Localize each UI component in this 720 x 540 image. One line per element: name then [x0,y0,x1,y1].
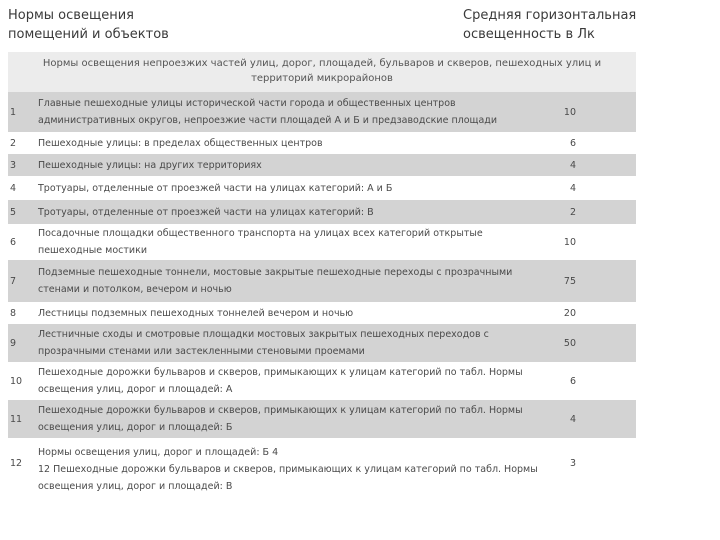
row-number: 8 [10,307,17,319]
row-description [38,305,558,322]
row-number: 4 [10,182,17,194]
row-value: 75 [563,275,576,287]
row-value: 4 [569,413,576,425]
row-value: 4 [569,159,576,171]
row-number: 11 [10,413,23,425]
row-description [38,135,558,152]
row-value: 10 [563,236,576,248]
row-number: 7 [10,275,17,287]
illumination-norms-table [8,52,636,494]
row-number: 9 [10,337,17,349]
description-line: прозрачными стенами или застекленными стеновыми проемами [38,346,365,357]
table-title: Нормы освещения непроезжих частей улиц, дорог, площадей, бульваров и скверов, пешеходных улиц и территорий микрорайонов [8,52,636,92]
row-description [38,204,558,221]
description-line: освещения улиц, дорог и площадей: В [38,481,233,492]
table-row [8,154,636,176]
table-row [8,302,636,324]
table-row [8,176,636,200]
description-line: освещения улиц, дорог и площадей: А [38,384,233,395]
description-line: пешеходные мостики [38,245,147,256]
row-description [38,364,558,398]
description-line: Лестничные сходы и смотровые площадки мостовых закрытых пешеходных переходов с [38,329,489,340]
left-heading-line-2: помещений и объектов [8,27,169,42]
row-number: 6 [10,236,17,248]
description-line: Главные пешеходные улицы исторической части города и общественных центров [38,98,456,109]
table-row [8,224,636,260]
description-line: Тротуары, отделенные от проезжей части на улицах категорий: В [38,206,374,218]
right-heading-line-2: освещенность в Лк [463,27,595,42]
description-line: стенами и потолком, вечером и ночью [38,284,232,295]
row-number: 2 [10,137,17,149]
row-description [38,180,558,197]
description-line: Посадочные площадки общественного транспорта на улицах всех категорий открытые [38,228,483,239]
row-value: 20 [563,307,576,319]
table-row [8,260,636,302]
table-row [8,362,636,400]
description-line: Лестницы подземных пешеходных тоннелей вечером и ночью [38,307,354,319]
row-value: 3 [569,458,576,469]
row-description [38,225,558,259]
row-value: 6 [569,375,576,387]
table-row [8,324,636,362]
row-number: 1 [10,106,17,118]
row-value: 6 [569,137,576,149]
row-number: 3 [10,159,17,171]
table-row [8,92,636,132]
right-column-heading [463,6,713,44]
table-row [8,400,636,438]
description-line: Пешеходные улицы: в пределах общественных центров [38,137,323,149]
description-line: Тротуары, отделенные от проезжей части на улицах категорий: А и Б [38,182,393,194]
row-description [38,264,558,298]
description-line: Пешеходные улицы: на других территориях [38,159,262,171]
left-column-heading [8,6,288,44]
row-description [38,95,558,129]
row-description [38,444,558,495]
left-heading-line-1: Нормы освещения [8,8,134,23]
description-line: Подземные пешеходные тоннели, мостовые закрытые пешеходные переходы с прозрачными [38,267,513,278]
description-line: Нормы освещения улиц, дорог и площадей: Б 4 [38,447,279,458]
row-value: 50 [563,337,576,349]
description-line: Пешеходные дорожки бульваров и скверов, примыкающих к улицам категорий по табл. Нормы [38,367,523,378]
description-line: 12 Пешеходные дорожки бульваров и скверов, примыкающих к улицам категорий по табл. Нормы [38,464,538,475]
row-description [38,326,558,360]
description-line: административных округов, непроезжие части площадей А и Б и предзаводские площади [38,115,498,126]
row-description [38,157,558,174]
row-value: 2 [569,206,576,218]
row-value: 10 [563,106,576,118]
description-line: освещения улиц, дорог и площадей: Б [38,422,233,433]
row-description [38,402,558,436]
table-row [8,438,636,494]
right-heading-line-1: Средняя горизонтальная [463,8,637,23]
table-row [8,200,636,224]
description-line: Пешеходные дорожки бульваров и скверов, примыкающих к улицам категорий по табл. Нормы [38,405,523,416]
row-number: 12 [10,458,23,469]
table-row [8,132,636,154]
row-number: 5 [10,206,17,218]
row-value: 4 [569,182,576,194]
row-number: 10 [10,375,23,387]
